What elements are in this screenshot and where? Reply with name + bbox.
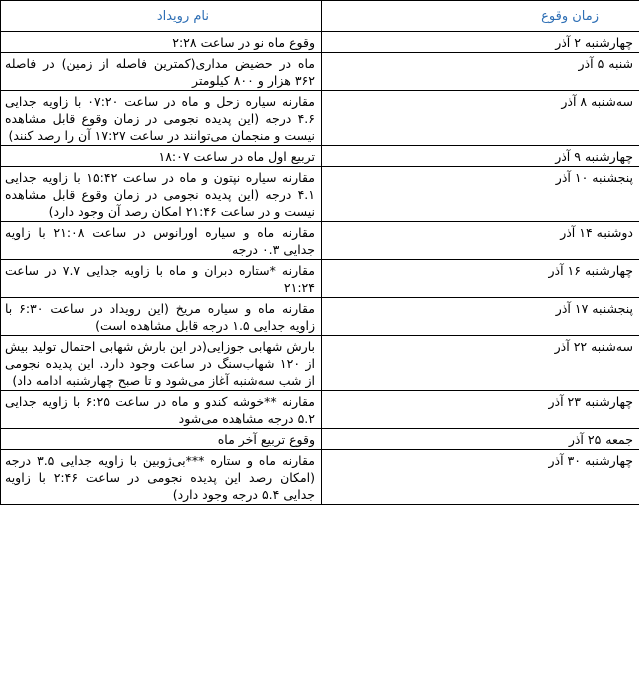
event-description: مقارنه سیاره زحل و ماه در ساعت ۰۷:۲۰ با زاویه جدایی ۴.۶ درجه (این پدیده نجومی در زمان وقوع قابل مشاهده نیست و منجمان می‌توانند در ساعت ۱۷:۲۷ آن را رصد کنند) bbox=[1, 91, 322, 146]
event-description: مقارنه **خوشه کندو و ماه در ساعت ۶:۲۵ با زاویه جدایی ۵.۲ درجه مشاهده می‌شود bbox=[1, 391, 322, 429]
table-row bbox=[1, 222, 639, 260]
event-description: مقارنه سیاره نپتون و ماه در ساعت ۱۵:۴۲ با زاویه جدایی ۴.۱ درجه (این پدیده نجومی در زمان وقوع قابل مشاهده نیست و در ساعت ۲۱:۴۶ امکان رصد آن وجود دارد) bbox=[1, 167, 322, 222]
header-date: زمان وقوع bbox=[322, 1, 639, 32]
table-row bbox=[1, 450, 639, 505]
table-header-row bbox=[1, 1, 639, 32]
event-date: سه‌شنبه ۸ آذر bbox=[322, 91, 639, 146]
table-row bbox=[1, 260, 639, 298]
event-description: مقارنه *ستاره دبران و ماه با زاویه جدایی ۷.۷ در ساعت ۲۱:۲۴ bbox=[1, 260, 322, 298]
event-description: وقوع تربیع آخر ماه bbox=[1, 429, 322, 450]
header-event: نام رویداد bbox=[1, 1, 322, 32]
table-row bbox=[1, 91, 639, 146]
table-row bbox=[1, 167, 639, 222]
table-row bbox=[1, 391, 639, 429]
event-date: چهارشنبه ۹ آذر bbox=[322, 146, 639, 167]
event-description: تربیع اول ماه در ساعت ۱۸:۰۷ bbox=[1, 146, 322, 167]
event-date: چهارشنبه ۳۰ آذر bbox=[322, 450, 639, 505]
table-row bbox=[1, 32, 639, 53]
event-date: چهارشنبه ۱۶ آذر bbox=[322, 260, 639, 298]
event-date: پنجشنبه ۱۰ آذر bbox=[322, 167, 639, 222]
table-row bbox=[1, 336, 639, 391]
event-date: جمعه ۲۵ آذر bbox=[322, 429, 639, 450]
event-description: ماه در حضیض مداری(کمترین فاصله از زمین) در فاصله ۳۶۲ هزار و ۸۰۰ کیلومتر bbox=[1, 53, 322, 91]
event-description: بارش شهابی جوزایی(در این بارش شهابی احتمال تولید بیش از ۱۲۰ شهاب‌سنگ در ساعت وجود دارد. این پدیده نجومی از شب سه‌شنبه آغاز می‌شود و تا صبح چهارشنبه ادامه داد) bbox=[1, 336, 322, 391]
event-date: چهارشنبه ۲۳ آذر bbox=[322, 391, 639, 429]
event-date: پنجشنبه ۱۷ آذر bbox=[322, 298, 639, 336]
event-date: شنبه ۵ آذر bbox=[322, 53, 639, 91]
event-date: چهارشنبه ۲ آذر bbox=[322, 32, 639, 53]
event-description: وقوع ماه نو در ساعت ۲:۲۸ bbox=[1, 32, 322, 53]
table-row bbox=[1, 146, 639, 167]
event-description: مقارنه ماه و سیاره مریخ (این رویداد در ساعت ۶:۳۰ با زاویه جدایی ۱.۵ درجه قابل مشاهده است) bbox=[1, 298, 322, 336]
table-row bbox=[1, 429, 639, 450]
event-description: مقارنه ماه و سیاره اورانوس در ساعت ۲۱:۰۸ با زاویه جدایی ۰.۳ درجه bbox=[1, 222, 322, 260]
event-date: دوشنبه ۱۴ آذر bbox=[322, 222, 639, 260]
table-row bbox=[1, 53, 639, 91]
event-description: مقارنه ماه و ستاره ***بی‌ژوبین با زاویه جدایی ۳.۵ درجه (امکان رصد این پدیده نجومی در ساعت ۲:۴۶ با زاویه جدایی ۵.۴ درجه وجود دارد) bbox=[1, 450, 322, 505]
table-row bbox=[1, 298, 639, 336]
event-date: سه‌شنبه ۲۲ آذر bbox=[322, 336, 639, 391]
